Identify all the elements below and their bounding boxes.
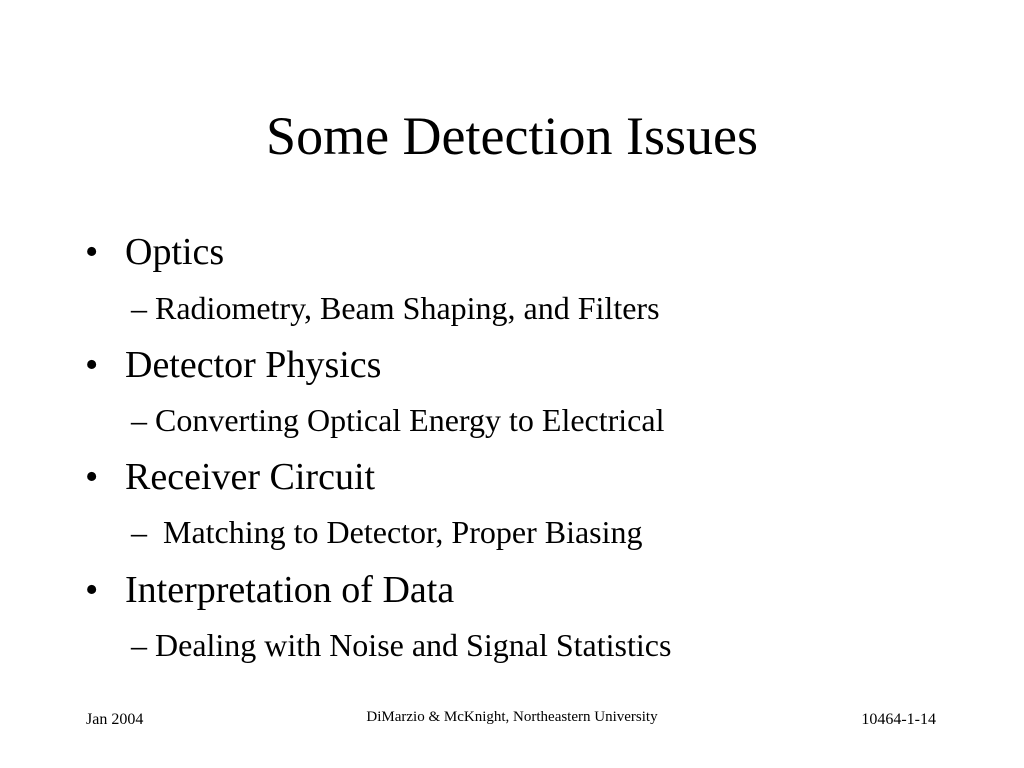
sub-bullet-interpretation-of-data: – Dealing with Noise and Signal Statistics: [131, 627, 672, 663]
bullet-dot: •: [85, 456, 99, 498]
footer-slide-id: 10464-1-14: [861, 711, 936, 728]
sub-bullet-detector-physics: – Converting Optical Energy to Electrical: [131, 402, 665, 438]
bullet-label: Detector Physics: [125, 344, 382, 386]
slide-title: Some Detection Issues: [266, 106, 758, 166]
sub-bullet-receiver-circuit: – Matching to Detector, Proper Biasing: [131, 514, 643, 550]
sub-bullet-optics: – Radiometry, Beam Shaping, and Filters: [131, 290, 660, 326]
footer-date: Jan 2004: [86, 711, 144, 728]
bullet-dot: •: [85, 231, 99, 273]
bullet-label: Optics: [125, 231, 225, 273]
bullet-label: Interpretation of Data: [125, 569, 455, 611]
bullet-dot: •: [85, 344, 99, 386]
bullet-label: Receiver Circuit: [125, 456, 376, 498]
bullet-dot: •: [85, 569, 99, 611]
footer-authors: DiMarzio & McKnight, Northeastern University: [366, 709, 658, 725]
